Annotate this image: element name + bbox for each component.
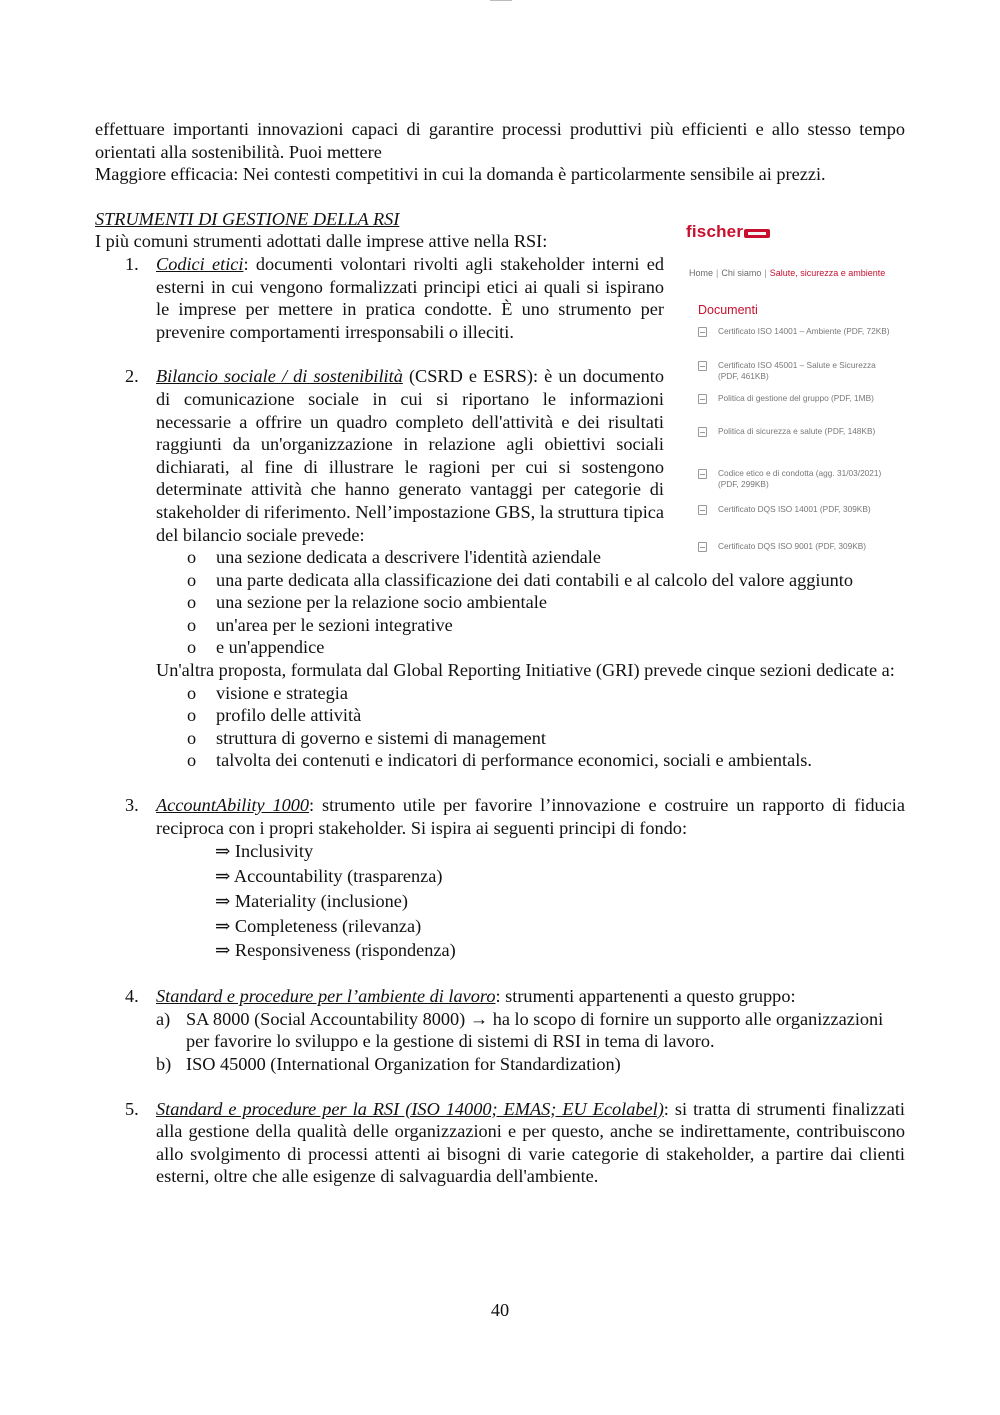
documents-heading: Documenti [698,303,758,317]
item-text: : documenti volontari rivolti agli stakeholder interni ed esterni in cui vengono formalizzati principi etici ai quali si ispirano le imprese per mettere in pratica condotte. È uno strumento per prevenire comportamenti irresponsabili o illeciti. [156,253,664,342]
list-item: o una parte dedicata alla classificazione dei dati contabili e al calcolo del valore aggiunto [187,569,854,590]
list-item-3 [95,794,905,839]
item-text: : strumenti appartenenti a questo gruppo: [495,986,796,1007]
gri-paragraph: Un'altra proposta, formulata dal Global Reporting Initiative (GRI) prevede cinque sezioni dedicate a: [156,660,895,681]
pdf-file-icon [698,327,707,337]
list-item: ⇒ Completeness (rilevanza) [215,915,422,936]
list-item: o una sezione per la relazione socio ambientale [187,592,547,613]
item-term: Codici etici [156,253,244,274]
breadcrumb-chi-siamo[interactable]: Chi siamo [721,268,762,278]
fischer-logo: fischer [686,222,744,241]
item-term: Standard e procedure per l’ambiente di lavoro [156,986,496,1007]
list-item: b) ISO 45000 (International Organization for Standardization) [156,1053,621,1074]
item-term: AccountAbility 1000 [156,795,310,816]
list-item: o profilo delle attività [187,705,362,726]
breadcrumb: Home | Chi siamo | Salute, sicurezza e ambiente [689,268,886,278]
page-number: 40 [490,1300,510,1320]
item-number: 4. [125,986,139,1007]
header-mark [490,0,512,4]
pdf-file-icon [698,542,707,552]
item-number: 2. [125,366,139,387]
list-item: o struttura di governo e sistemi di management [187,727,546,748]
section-lead: I più comuni strumenti adottati dalle imprese attive nella RSI: [95,231,548,252]
gri-bullet-list [95,682,905,772]
item-text: (CSRD e ESRS): è un documento di comunicazione sociale in cui si riportano le informazioni necessarie a offrire un quadro completo dell'attività e dei risultati raggiunti da un'organizzazione in relazione agli obiettivi sociali dichiarati, al fine di illustrare le ragioni per cui si sostengono determinate attività che hanno generato vantaggi per categorie di stakeholder di riferimento. Nell’impostazione GBS, la struttura tipica del bilancio sociale prevede: [156,366,664,545]
item-number: 3. [125,795,139,816]
breadcrumb-current: Salute, sicurezza e ambiente [769,268,886,278]
item-text: : si tratta di strumenti finalizzati alla gestione della qualità delle organizzazioni e per questo, anche se indirettamente, contribuiscono allo svolgimento di processi attenti ai bisogni di varie categorie di stakeholder, a partire dai clienti esterni, oltre che alle esigenze di salvaguardia dell'ambiente. [156,1098,905,1187]
list-item: ⇒ Inclusivity [215,841,314,862]
list-item: o e un'appendice [187,637,325,658]
item-text: : strumento utile per favorire l’innovazione e costruire un rapporto di fiducia reciproca con i propri stakeholder. Si ispira ai seguenti principi di fondo: [156,795,905,838]
fischer-logo-badge-icon [744,229,770,238]
list-item-4 [95,985,905,1008]
list-item: o un'area per le sezioni integrative [187,614,453,635]
work-standards-list [95,1008,905,1076]
pdf-file-icon [698,427,707,437]
list-item: o una sezione dedicata a descrivere l'identità aziendale [187,547,601,568]
list-item-5 [95,1098,905,1188]
fischer-documents-figure: fischer Home | Chi siamo | Salute, sicurezza e ambiente Documenti Certificato ISO 14001 – Ambiente (PDF, 72KB) Certificato ISO 45001 – Salute e Sicurezza (PDF, 461KB) Politica di gestione del gruppo (PDF, 1MB) Politica di sicurezza e salute (PDF, 148KB) Codice etico e di condotta (agg. 31/03/2021) (PDF, 299KB) Certificato DQS ISO 14001 (PDF, 309KB) Certificato DQS ISO 9001 (PDF, 309KB) [686,222,890,551]
pdf-file-icon [698,505,707,515]
list-item: ⇒ Responsiveness (rispondenza) [215,940,456,961]
breadcrumb-home[interactable]: Home [689,268,714,278]
intro-paragraph: effettuare importanti innovazioni capaci di garantire processi produttivi più efficienti e allo stesso tempo orientati alla sostenibilità. Puoi mettere [95,119,905,162]
item-term: Bilancio sociale / di sostenibilità [156,366,403,387]
list-item: a) SA 8000 (Social Accountability 8000) → ha lo scopo di fornire un supporto alle organizzazioni per favorire lo sviluppo e la gestione di sistemi di RSI in tema di lavoro. [156,1008,884,1052]
section-title: STRUMENTI DI GESTIONE DELLA RSI [95,208,400,229]
item-number: 1. [125,253,139,274]
pdf-file-icon [698,361,707,371]
list-item: o talvolta dei contenuti e indicatori di performance economici, sociali e ambientals. [187,750,812,771]
list-item: o visione e strategia [187,682,348,703]
principles-list [95,839,905,963]
list-item: ⇒ Accountability (trasparenza) [215,866,443,887]
item-number: 5. [125,1098,139,1119]
pdf-file-icon [698,394,707,404]
pdf-file-icon [698,469,707,479]
list-item: ⇒ Materiality (inclusione) [215,890,408,911]
intro-line: Maggiore efficacia: Nei contesti competitivi in cui la domanda è particolarmente sensibile ai prezzi. [95,164,826,185]
item-term: Standard e procedure per la RSI (ISO 14000; EMAS; EU Ecolabel) [156,1098,664,1119]
